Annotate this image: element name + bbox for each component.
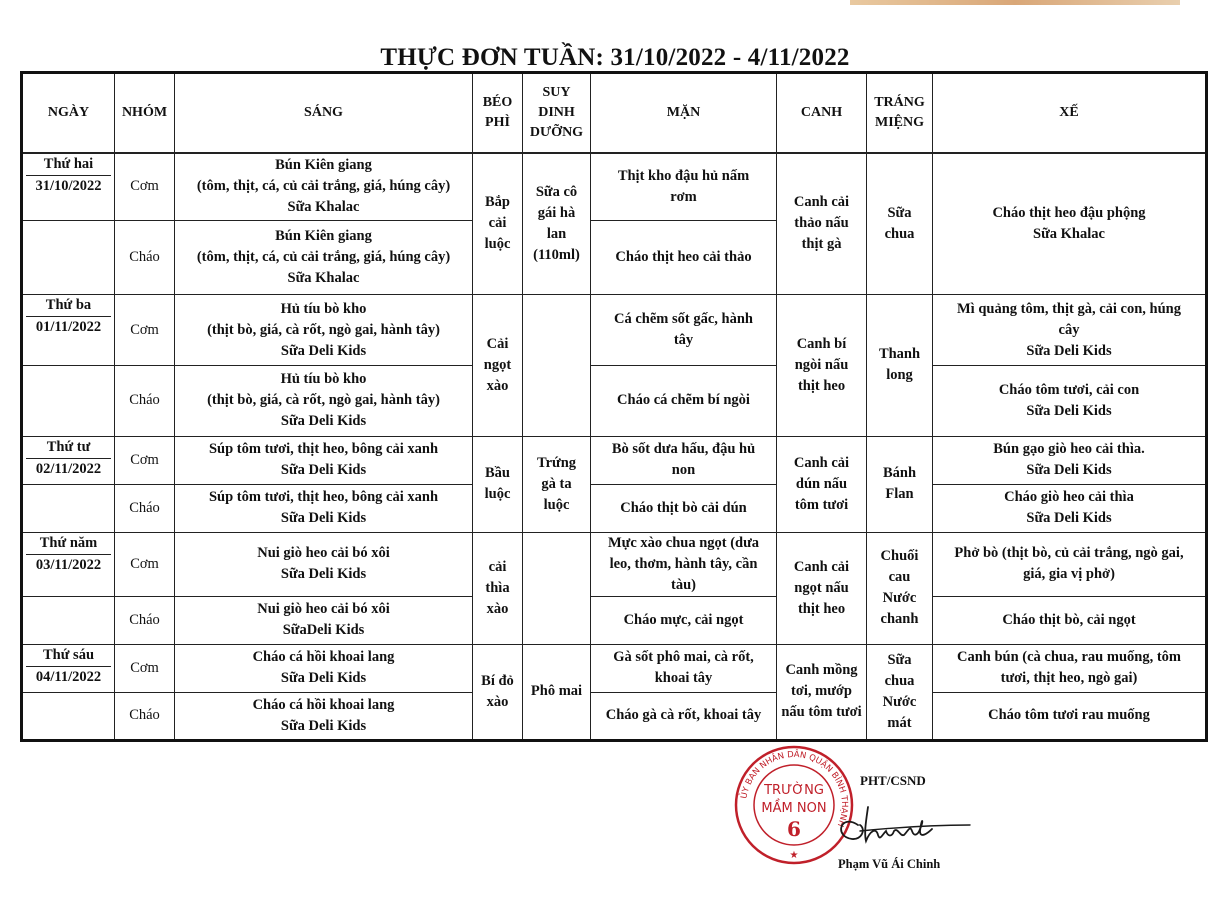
breakfast-cell: Bún Kiên giang (tôm, thịt, cá, củ cải trắng, giá, húng cây) Sữa Khalac (175, 221, 473, 295)
signer-name: Phạm Vũ Ái Chinh (838, 857, 941, 871)
savory-cell: Cháo thịt bò cải dún (591, 484, 777, 532)
group-cell: Cơm (115, 644, 175, 692)
table-row (22, 436, 1207, 484)
table-row (22, 692, 1207, 740)
signer-role: PHT/CSND (860, 773, 926, 788)
top-decoration (850, 0, 1180, 5)
breakfast-cell: Bún Kiên giang (tôm, thịt, cá, củ cải trắng, giá, húng cây) Sữa Khalac (175, 153, 473, 221)
afternoon-cell: Phở bò (thịt bò, củ cải trắng, ngò gai, giá, gia vị phở) (933, 532, 1207, 596)
afternoon-cell: Cháo thịt bò, cải ngọt (933, 596, 1207, 644)
table-row (22, 295, 1207, 366)
day-cell (22, 532, 115, 596)
header-group: NHÓM (115, 73, 175, 153)
group-cell: Cháo (115, 596, 175, 644)
soup-cell: Canh cải ngọt nấu thịt heo (777, 532, 867, 644)
afternoon-cell: Cháo tôm tươi, cải con Sữa Deli Kids (933, 366, 1207, 436)
afternoon-cell: Cháo giò heo cải thìa Sữa Deli Kids (933, 484, 1207, 532)
day-name: Thứ ba (26, 295, 111, 317)
savory-cell: Mực xào chua ngọt (dưa leo, thơm, hành tây, cần tàu) (591, 532, 777, 596)
soup-cell: Canh mồng tơi, mướp nấu tôm tươi (777, 644, 867, 740)
dessert-cell: Bánh Flan (867, 436, 933, 532)
obese-cell: Bầu luộc (473, 436, 523, 532)
table-row (22, 153, 1207, 221)
savory-cell: Thịt kho đậu hủ nấm rơm (591, 153, 777, 221)
group-cell: Cháo (115, 484, 175, 532)
obese-cell: Bắp cải luộc (473, 153, 523, 295)
day-cell-empty (22, 484, 115, 532)
day-date: 31/10/2022 (35, 177, 102, 194)
savory-cell: Cháo mực, cải ngọt (591, 596, 777, 644)
header-afternoon: XẾ (933, 73, 1207, 153)
obese-cell: Bí đỏ xào (473, 644, 523, 740)
afternoon-cell: Cháo tôm tươi rau muống (933, 692, 1207, 740)
malnourished-cell: Sữa cô gái hà lan (110ml) (523, 153, 591, 295)
savory-cell: Gà sốt phô mai, cà rốt, khoai tây (591, 644, 777, 692)
header-dessert: TRÁNG MIỆNG (867, 73, 933, 153)
malnourished-cell (523, 532, 591, 644)
savory-cell: Cháo thịt heo cải thảo (591, 221, 777, 295)
day-name: Thứ tư (26, 437, 111, 459)
group-cell: Cơm (115, 532, 175, 596)
day-cell (22, 153, 115, 221)
header-day: NGÀY (22, 73, 115, 153)
day-cell-empty (22, 366, 115, 436)
savory-cell: Cháo gà cà rốt, khoai tây (591, 692, 777, 740)
day-name: Thứ năm (26, 533, 111, 555)
breakfast-cell: Hủ tíu bò kho (thịt bò, giá, cà rốt, ngò gai, hành tây) Sữa Deli Kids (175, 295, 473, 366)
breakfast-cell: Súp tôm tươi, thịt heo, bông cải xanh Sữa Deli Kids (175, 484, 473, 532)
breakfast-cell: Nui giò heo cải bó xôi Sữa Deli Kids (175, 532, 473, 596)
stamp-arc-text: ỦY BAN NHÂN DÂN QUẬN BÌNH THẠNH (739, 749, 850, 829)
day-cell (22, 295, 115, 366)
group-cell: Cơm (115, 153, 175, 221)
day-date: 02/11/2022 (35, 460, 102, 477)
breakfast-cell: Hủ tíu bò kho (thịt bò, giá, cà rốt, ngò gai, hành tây) Sữa Deli Kids (175, 366, 473, 436)
obese-cell: Cải ngọt xào (473, 295, 523, 436)
group-cell: Cháo (115, 221, 175, 295)
breakfast-cell: Cháo cá hồi khoai lang Sữa Deli Kids (175, 644, 473, 692)
table-row (22, 644, 1207, 692)
table-row (22, 532, 1207, 596)
afternoon-cell: Cháo thịt heo đậu phộng Sữa Khalac (933, 153, 1207, 295)
soup-cell: Canh cải dún nấu tôm tươi (777, 436, 867, 532)
header-row (22, 73, 1207, 153)
dessert-cell: Sữa chua Nước mát (867, 644, 933, 740)
group-cell: Cháo (115, 692, 175, 740)
table-row (22, 484, 1207, 532)
soup-cell: Canh cải thảo nấu thịt gà (777, 153, 867, 295)
header-malnourished: SUY DINH DƯỠNG (523, 73, 591, 153)
savory-cell: Cá chẽm sốt gấc, hành tây (591, 295, 777, 366)
dessert-cell: Chuối cau Nước chanh (867, 532, 933, 644)
obese-cell: cải thìa xào (473, 532, 523, 644)
day-date: 03/11/2022 (35, 556, 102, 573)
afternoon-cell: Bún gạo giò heo cải thìa. Sữa Deli Kids (933, 436, 1207, 484)
day-cell-empty (22, 596, 115, 644)
day-cell (22, 644, 115, 692)
malnourished-cell: Trứng gà ta luộc (523, 436, 591, 532)
day-cell (22, 436, 115, 484)
breakfast-cell: Cháo cá hồi khoai lang Sữa Deli Kids (175, 692, 473, 740)
day-date: 01/11/2022 (35, 319, 102, 336)
day-name: Thứ hai (26, 154, 111, 176)
soup-cell: Canh bí ngòi nấu thịt heo (777, 295, 867, 436)
savory-cell: Cháo cá chẽm bí ngòi (591, 366, 777, 436)
savory-cell: Bò sốt dưa hấu, đậu hủ non (591, 436, 777, 484)
header-obese: BÉO PHÌ (473, 73, 523, 153)
stamp-school-line2: MẦM NON (761, 801, 827, 816)
afternoon-cell: Canh bún (cà chua, rau muống, tôm tươi, thịt heo, ngò gai) (933, 644, 1207, 692)
day-cell-empty (22, 221, 115, 295)
day-name: Thứ sáu (26, 645, 111, 667)
table-row (22, 596, 1207, 644)
stamp-number: 6 (787, 817, 801, 841)
malnourished-cell: Phô mai (523, 644, 591, 740)
afternoon-cell: Mì quảng tôm, thịt gà, cải con, húng cây Sữa Deli Kids (933, 295, 1207, 366)
header-soup: CANH (777, 73, 867, 153)
stamp-school-line1: TRƯỜNG (764, 783, 824, 798)
table-row (22, 366, 1207, 436)
day-cell-empty (22, 692, 115, 740)
header-savory: MẶN (591, 73, 777, 153)
page-title: THỰC ĐƠN TUẦN: 31/10/2022 - 4/11/2022 (380, 44, 850, 71)
day-date: 04/11/2022 (35, 668, 102, 685)
breakfast-cell: Súp tôm tươi, thịt heo, bông cải xanh Sữa Deli Kids (175, 436, 473, 484)
menu-table (20, 71, 1208, 742)
group-cell: Cháo (115, 366, 175, 436)
group-cell: Cơm (115, 295, 175, 366)
breakfast-cell: Nui giò heo cải bó xôi SữaDeli Kids (175, 596, 473, 644)
dessert-cell: Sữa chua (867, 153, 933, 295)
malnourished-cell (523, 295, 591, 436)
dessert-cell: Thanh long (867, 295, 933, 436)
stamp-star: ★ (789, 850, 799, 861)
handwritten-signature (820, 795, 980, 855)
header-breakfast: SÁNG (175, 73, 473, 153)
group-cell: Cơm (115, 436, 175, 484)
